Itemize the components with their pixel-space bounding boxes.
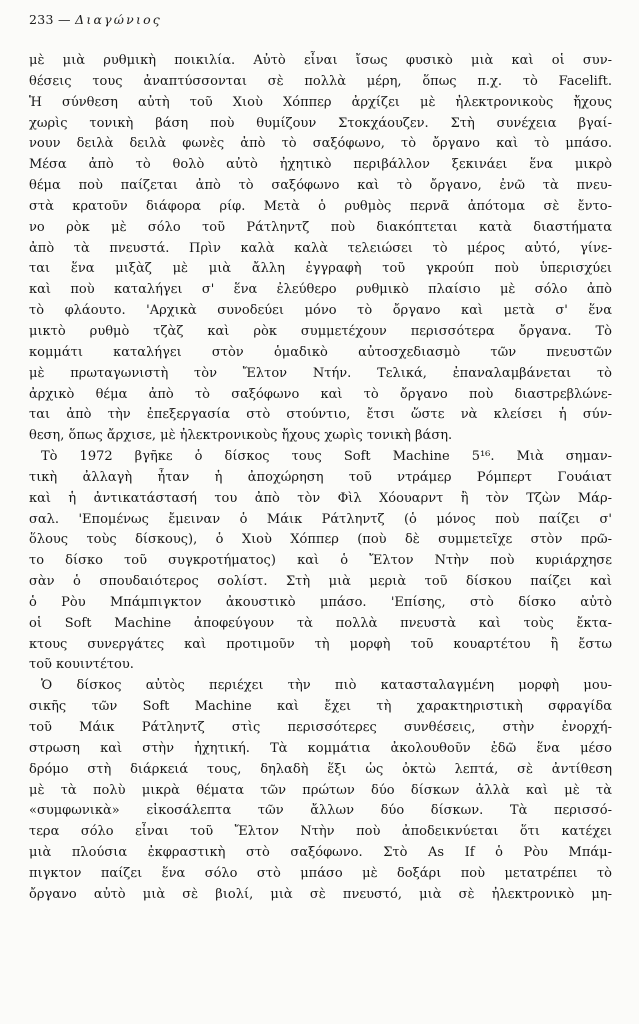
text-line: σικῆς τῶν Soft Machine καὶ ἔχει τὴ χαρακτηριστικὴ σφραγίδα — [29, 699, 612, 715]
text-line: καὶ ποὺ καταλήγει σ' ἕνα ἐλεύθερο ρυθμικὸ πλαίσιο μὲ σόλο ἀπὸ — [29, 282, 612, 298]
text-line: Ἡ σύνθεση αὐτὴ τοῦ Χιοὺ Χόππερ ἀρχίζει μὲ ἠλεκτρονικοὺς ἤχους — [29, 94, 612, 110]
text-line: χωρὶς τονικὴ βάση ποὺ θυμίζουν Στοκχάουζεν. Στὴ συνέχεια βγαί- — [29, 115, 612, 131]
text-line: σαλ. 'Επομένως ἔμειναν ὁ Μάικ Ράτληντζ (ὁ μόνος ποὺ παίζει σ' — [29, 511, 612, 527]
text-line: τοῦ κουιντέτου. — [29, 657, 134, 673]
text-line: στρωση καὶ στὴν ἠχητική. Τὰ κομμάτια ἀκολουθοῦν ἐδῶ ἕνα μέσο — [29, 740, 612, 756]
text-line: κομμάτι καταλήγει στὸν ὁμαδικὸ αὐτοσχεδιασμὸ τῶν πνευστῶν — [29, 344, 612, 360]
text-line: ἀρχικὸ θέμα ἀπὸ τὸ σαξόφωνο καὶ τὸ ὄργανο ποὺ διαστρεβλώνε- — [29, 386, 612, 402]
text-line: ὁ Ρὸυ Μπάμπιγκτον ἀκουστικὸ μπάσο. 'Επίσης, στὸ δίσκο αὐτὸ — [29, 594, 612, 610]
text-line: Μέσα ἀπὸ τὸ θολὸ αὐτὸ ἠχητικὸ περιβάλλον ξεκινάει ἕνα μικρὸ — [29, 157, 612, 173]
text-line: Ὁ δίσκος αὐτὸς περιέχει τὴν πιὸ κατασταλαγμένη μορφὴ μου- — [41, 678, 612, 694]
text-line: καὶ ἡ ἀντικατάστασή του ἀπὸ τὸν Φὶλ Χόουαρντ ἢ τὸν Τζὼν Μάρ- — [29, 490, 612, 506]
text-line: τοῦ Μάικ Ράτληντζ στὶς περισσότερες συνθέσεις, στὴν ἐνορχή- — [29, 720, 612, 735]
text-line: τερα σόλο εἶναι τοῦ Ἔλτον Ντὴν ποὺ ἀποδεικνύεται ὅτι κατέχει — [29, 824, 612, 840]
text-line: ται ἀπὸ τὴν ἐπεξεργασία στὸ στούντιο, ἔτσι ὥστε νὰ κλείσει ἡ σύν- — [29, 407, 612, 423]
text-line: μὲ τὰ πολὺ μικρὰ θέματα τῶν πρώτων δύο δίσκων ἀλλὰ καὶ μὲ τὰ — [29, 782, 612, 798]
text-line: κτους συνεργάτες καὶ προτιμοῦν τὴ μορφὴ τοῦ κουαρτέτου ἢ ἔστω — [29, 636, 612, 652]
header-separator: — — [58, 12, 71, 27]
text-line: ὄργανο αὐτὸ μιὰ σὲ βιολί, μιὰ σὲ πνευστό, μιὰ σὲ ἠλεκτρονικὸ μη- — [29, 886, 612, 902]
text-line: νουν δειλὰ δειλὰ φωνὲς ἀπὸ τὸ σαξόφωνο, τὸ ὄργανο καὶ τὸ μπάσο. — [29, 136, 612, 152]
page-number: 233 — [29, 12, 54, 27]
text-line: Τὸ 1972 βγῆκε ὁ δίσκος τους Soft Machine 5¹⁶. Μιὰ σημαν- — [41, 449, 612, 465]
text-line: το δίσκο τοῦ συγκροτήματος) καὶ ὁ Ἔλτον Ντὴν ποὺ κυριάρχησε — [29, 553, 612, 569]
text-line: πιγκτον παίζει ἕνα σόλο στὸ μπάσο μὲ δοξάρι ποὺ μετατρέπει τὸ — [29, 865, 612, 881]
running-title: Διαγώνιος — [75, 12, 162, 27]
text-line: οἱ Soft Machine ἀποφεύγουν τὰ πολλὰ πνευστὰ καὶ τοὺς ἔκτα- — [29, 615, 612, 631]
text-line: ἀπὸ τὰ πνευστά. Πρὶν καλὰ καλὰ τελειώσει τὸ μέρος αὐτό, γίνε- — [29, 240, 612, 256]
text-line: δρόμο στὴ διάρκειά τους, δηλαδὴ ἕξι ὡς ὀκτὼ λεπτά, σὲ ἀντίθεση — [29, 761, 612, 777]
text-line: τικὴ ἀλλαγὴ ἦταν ἡ ἀποχώρηση τοῦ ντράμερ Ρόμπερτ Γουάιατ — [29, 469, 612, 485]
text-line: στὰ κρατοῦν διάφορα ρίφ. Μετὰ ὁ ρυθμὸς περνᾶ ἀπότομα σὲ ἔντο- — [29, 198, 612, 214]
text-line: ὅλους τοὺς δίσκους), ὁ Χιοὺ Χόππερ (ποὺ δὲ συμμετεῖχε στὸν πρῶ- — [29, 532, 612, 548]
page-header — [29, 12, 162, 27]
text-line: μὲ μιὰ ρυθμικὴ ποικιλία. Αὐτὸ εἶναι ἴσως φυσικὸ μιὰ καὶ οἱ συν- — [29, 53, 612, 68]
text-line: μὲ πρωταγωνιστὴ τὸν Ἔλτον Ντήν. Τελικά, ἐπαναλαμβάνεται τὸ — [29, 365, 612, 381]
text-line: θέμα ποὺ παίζεται ἀπὸ τὸ σαξόφωνο καὶ τὸ ὄργανο, ἐνῶ τὰ πνευ- — [29, 178, 612, 194]
text-line: τὸ φλάουτο. 'Αρχικὰ συνοδεύει μόνο τὸ ὄργανο καὶ μετὰ σ' ἕνα — [29, 303, 612, 319]
text-line: ται ἕνα μιξὰζ μὲ μιὰ ἄλλη ἐγγραφὴ τοῦ γκρούπ ποὺ ὑπερισχύει — [29, 261, 612, 277]
text-line: σὰν ὁ σπουδαιότερος σολίστ. Στὴ μιὰ μεριὰ τοῦ δίσκου παίζει καὶ — [29, 574, 612, 590]
text-line: μιὰ πλούσια ἐκφραστικὴ στὸ σαξόφωνο. Στὸ As If ὁ Ρὸυ Μπάμ- — [29, 845, 612, 861]
text-line: «συμφωνικὰ» εἰκοσάλεπτα τῶν ἄλλων δύο δίσκων. Τὰ περισσό- — [29, 803, 612, 819]
text-line: νο ρὸκ μὲ σόλο τοῦ Ράτληντζ ποὺ διακόπτεται κατὰ διαστήματα — [29, 219, 612, 235]
text-line: θέσεις τους ἀναπτύσσονται σὲ πολλὰ μέρη, ὅπως π.χ. τὸ Facelift. — [29, 73, 612, 89]
text-line: μικτὸ ρυθμὸ τζὰζ καὶ ρὸκ συμμετέχουν περισσότερα ὄργανα. Τὸ — [29, 323, 612, 339]
body-text — [29, 51, 612, 906]
text-line: θεση, ὅπως ἄρχισε, μὲ ἠλεκτρονικοὺς ἤχους χωρὶς τονικὴ βάση. — [29, 428, 453, 444]
